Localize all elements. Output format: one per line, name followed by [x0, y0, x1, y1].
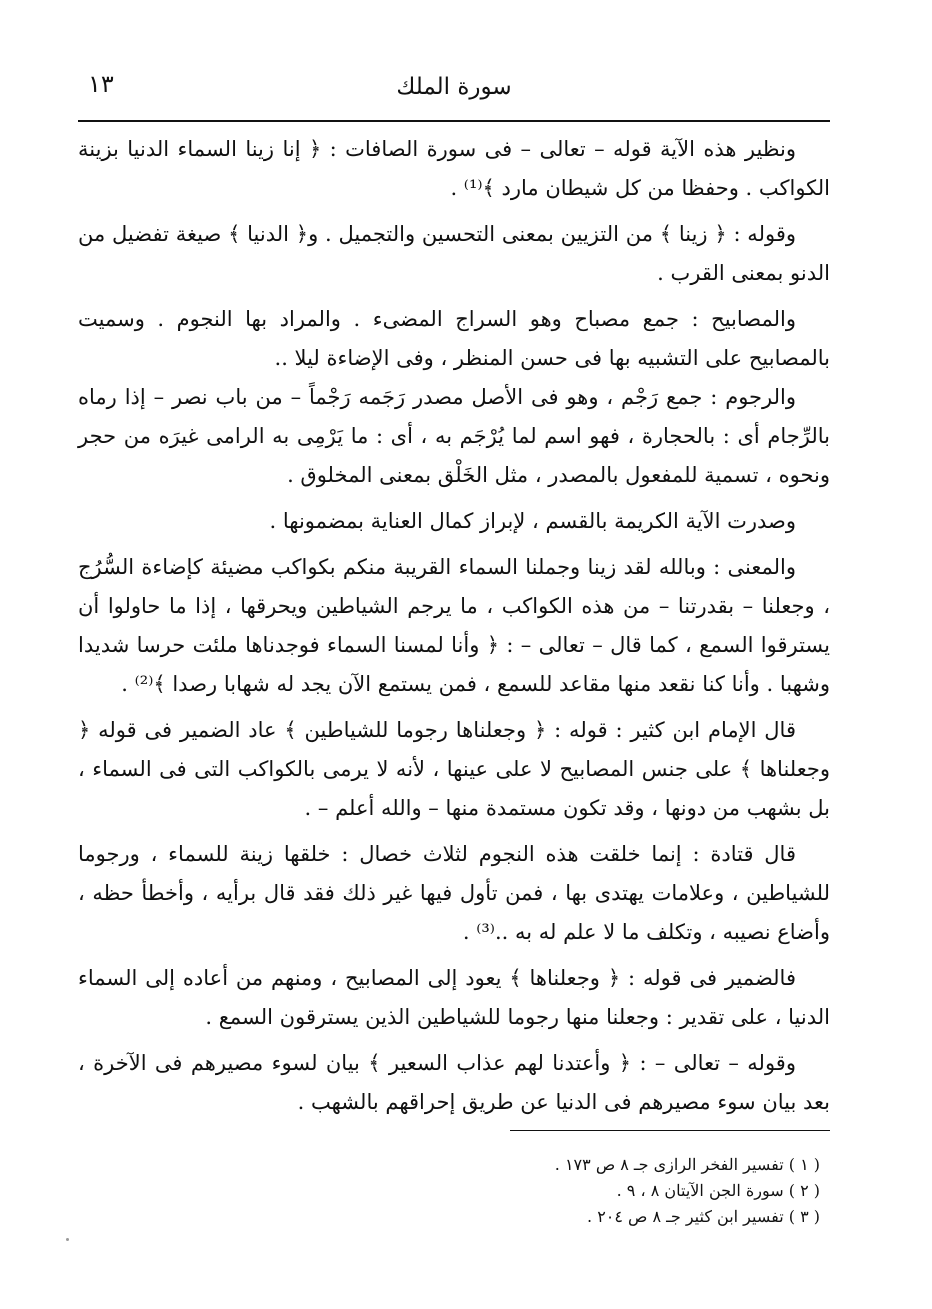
paragraph: قال قتادة : إنما خلقت هذه النجوم لثلاث خصال : خلقها زينة للسماء ، ورجوما للشياطين ، وعلامات يهتدى بها ، فمن تأول فيها غير ذلك فقد قال برأيه ، وأخطأ حظه ، وأضاع نصيبه ، وتكلف ما لا علم له به ..⁽³⁾ . — [78, 842, 830, 944]
paragraph: قال الإمام ابن كثير : قوله : ﴿ وجعلناها رجوما للشياطين ﴾ عاد الضمير فى قوله ﴿ وجعلناها ﴾ على جنس المصابيح لا على عينها ، لأنه لا يرمى بالكواكب التى فى السماء ، بل بشهب من دونها ، وقد تكون مستمدة منها – والله أعلم – . — [78, 718, 830, 820]
footnote: ( ٣ ) تفسير ابن كثير جـ ٨ ص ٢٠٤ . — [587, 1207, 820, 1226]
paragraph: وقوله : ﴿ زينا ﴾ من التزيين بمعنى التحسين والتجميل . و﴿ الدنيا ﴾ صيغة تفضيل من الدنو بمعنى القرب . — [78, 222, 830, 285]
paragraph: وقوله – تعالى – : ﴿ وأعتدنا لهم عذاب السعير ﴾ بيان لسوء مصيرهم فى الآخرة ، بعد بيان سوء مصيرهم فى الدنيا عن طريق إحراقهم بالشهب . — [78, 1051, 830, 1114]
header-rule — [78, 120, 830, 122]
paragraph: والمعنى : وبالله لقد زينا وجملنا السماء القريبة منكم بكواكب مضيئة كإضاءة السُّرُج ، وجعلنا – بقدرتنا – من هذه الكواكب ، ما يرجم الشياطين ويحرقها ، إذا ما حاولوا أن يسترقوا السمع ، كما قال – تعالى – : ﴿ وأنا لمسنا السماء فوجدناها ملئت حرسا شديدا وشهبا . وأنا كنا نقعد منها مقاعد للسمع ، فمن يستمع الآن يجد له شهابا رصدا ﴾⁽²⁾ . — [78, 555, 830, 696]
footnote: ( ١ ) تفسير الفخر الرازى جـ ٨ ص ١٧٣ . — [554, 1155, 820, 1174]
running-title: سورة الملك — [396, 74, 512, 100]
scan-speck — [66, 1238, 69, 1241]
paragraph: فالضمير فى قوله : ﴿ وجعلناها ﴾ يعود إلى المصابيح ، ومنهم من أعاده إلى السماء الدنيا ، على تقدير : وجعلنا منها رجوما للشياطين الذين يسترقون السمع . — [78, 966, 830, 1029]
footnotes — [78, 1152, 830, 1230]
page-number: ١٣ — [88, 70, 114, 98]
body-text — [78, 130, 830, 1129]
paragraph: والرجوم : جمع رَجْم ، وهو فى الأصل مصدر رَجَمه رَجْماً – من باب نصر – إذا رماه بالرِّجام أى : بالحجارة ، فهو اسم لما يُرْجَم به ، أى : ما يَرْمِى به الرامى غيرَه من حجر ونحوه ، تسمية للمفعول بالمصدر ، مثل الخَلْق بمعنى المخلوق . — [78, 385, 830, 487]
paragraph: والمصابيح : جمع مصباح وهو السراج المضىء . والمراد بها النجوم . وسميت بالمصابيح على التشبيه بها فى حسن المنظر ، وفى الإضاءة ليلا .. — [78, 307, 830, 370]
page-header — [78, 62, 830, 106]
footnote: ( ٢ ) سورة الجن الآيتان ٨ ، ٩ . — [616, 1181, 820, 1200]
paragraph: وصدرت الآية الكريمة بالقسم ، لإبراز كمال العناية بمضمونها . — [269, 509, 796, 533]
paragraph: ونظير هذه الآية قوله – تعالى – فى سورة الصافات : ﴿ إنا زينا السماء الدنيا بزينة الكواكب . وحفظا من كل شيطان مارد ﴾⁽¹⁾ . — [78, 137, 830, 200]
footnote-rule — [510, 1130, 830, 1131]
